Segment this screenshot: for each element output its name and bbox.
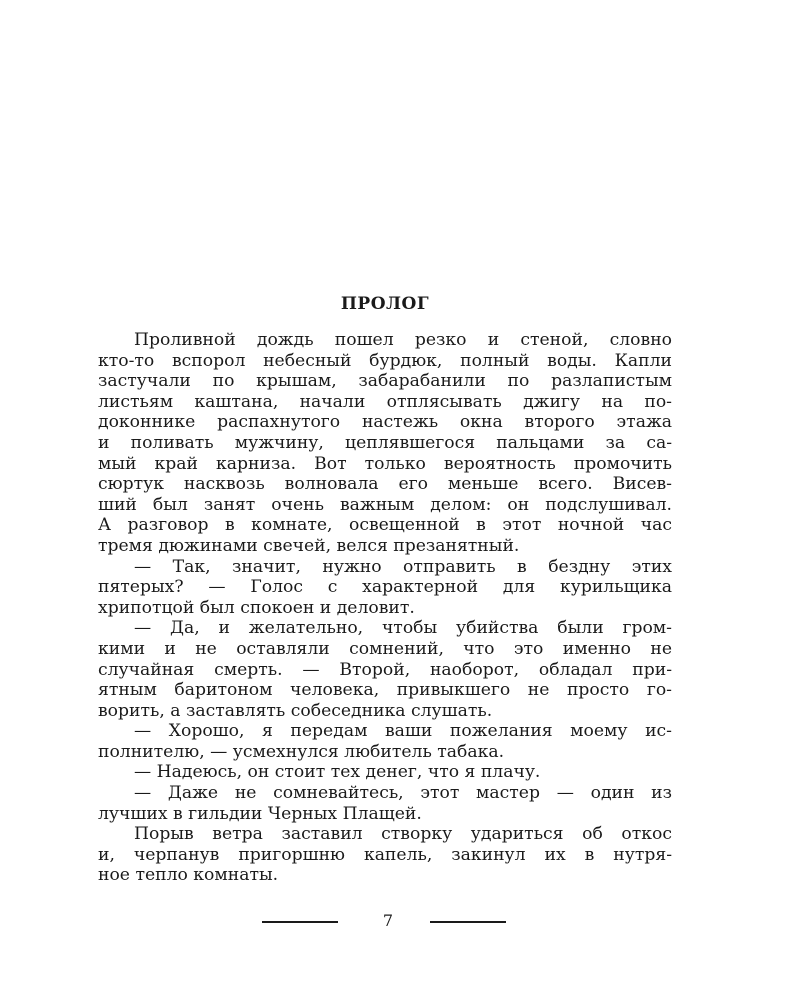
- page-footer: [98, 910, 672, 932]
- text-line: — Так, значит, нужно отправить в бездну этих: [134, 556, 672, 577]
- text-line: полнителю, — усмехнулся любитель табака.: [98, 741, 505, 762]
- text-line: случайная смерть. — Второй, наоборот, обладал при-: [98, 659, 672, 680]
- page-number: 7: [382, 911, 394, 930]
- text-line: и, черпанув пригоршню капель, закинул их в нутря-: [98, 844, 672, 865]
- chapter-title: ПРОЛОГ: [340, 294, 430, 314]
- text-line: тремя дюжинами свечей, велся презанятный.: [98, 535, 520, 556]
- text-line: доконнике распахнутого настежь окна второго этажа: [98, 412, 672, 433]
- text-line: и поливать мужчину, цеплявшегося пальцами за са-: [98, 432, 672, 453]
- text-line: кто-то вспорол небесный бурдюк, полный воды. Капли: [98, 350, 672, 371]
- text-line: мый край карниза. Вот только вероятность промочить: [98, 453, 672, 474]
- text-line: Проливной дождь пошел резко и стеной, словно: [134, 330, 672, 350]
- text-line: ший был занят очень важным делом: он подслушивал.: [98, 494, 672, 515]
- footer-rule-right: [430, 921, 506, 923]
- text-line: — Да, и желательно, чтобы убийства были гром-: [134, 618, 672, 639]
- text-line: — Даже не сомневайтесь, этот мастер — один из: [134, 783, 672, 804]
- text-line: Порыв ветра заставил створку удариться об откос: [134, 824, 672, 845]
- text-line: ное тепло комнаты.: [98, 865, 279, 886]
- book-page: [98, 0, 672, 1000]
- text-line: листьям каштана, начали отплясывать джигу на по-: [98, 391, 672, 412]
- text-line: застучали по крышам, забарабанили по разлапистым: [98, 371, 672, 392]
- text-line: хрипотцой был спокоен и деловит.: [98, 597, 415, 618]
- text-line: А разговор в комнате, освещенной в этот ночной час: [98, 515, 672, 536]
- text-line: — Надеюсь, он стоит тех денег, что я плачу.: [134, 762, 541, 783]
- text-line: лучших в гильдии Черных Плащей.: [98, 803, 422, 824]
- text-line: пятерых? — Голос с характерной для курильщика: [98, 577, 672, 598]
- text-line: сюртук насквозь волновала его меньше всего. Висев-: [98, 474, 672, 495]
- text-line: — Хорошо, я передам ваши пожелания моему ис-: [134, 721, 672, 742]
- prologue-text: [98, 330, 672, 886]
- text-line: ятным баритоном человека, привыкшего не просто го-: [98, 680, 672, 701]
- text-line: ворить, а заставлять собеседника слушать.: [98, 700, 493, 721]
- footer-rule-left: [262, 921, 338, 923]
- text-line: кими и не оставляли сомнений, что это именно не: [98, 638, 672, 659]
